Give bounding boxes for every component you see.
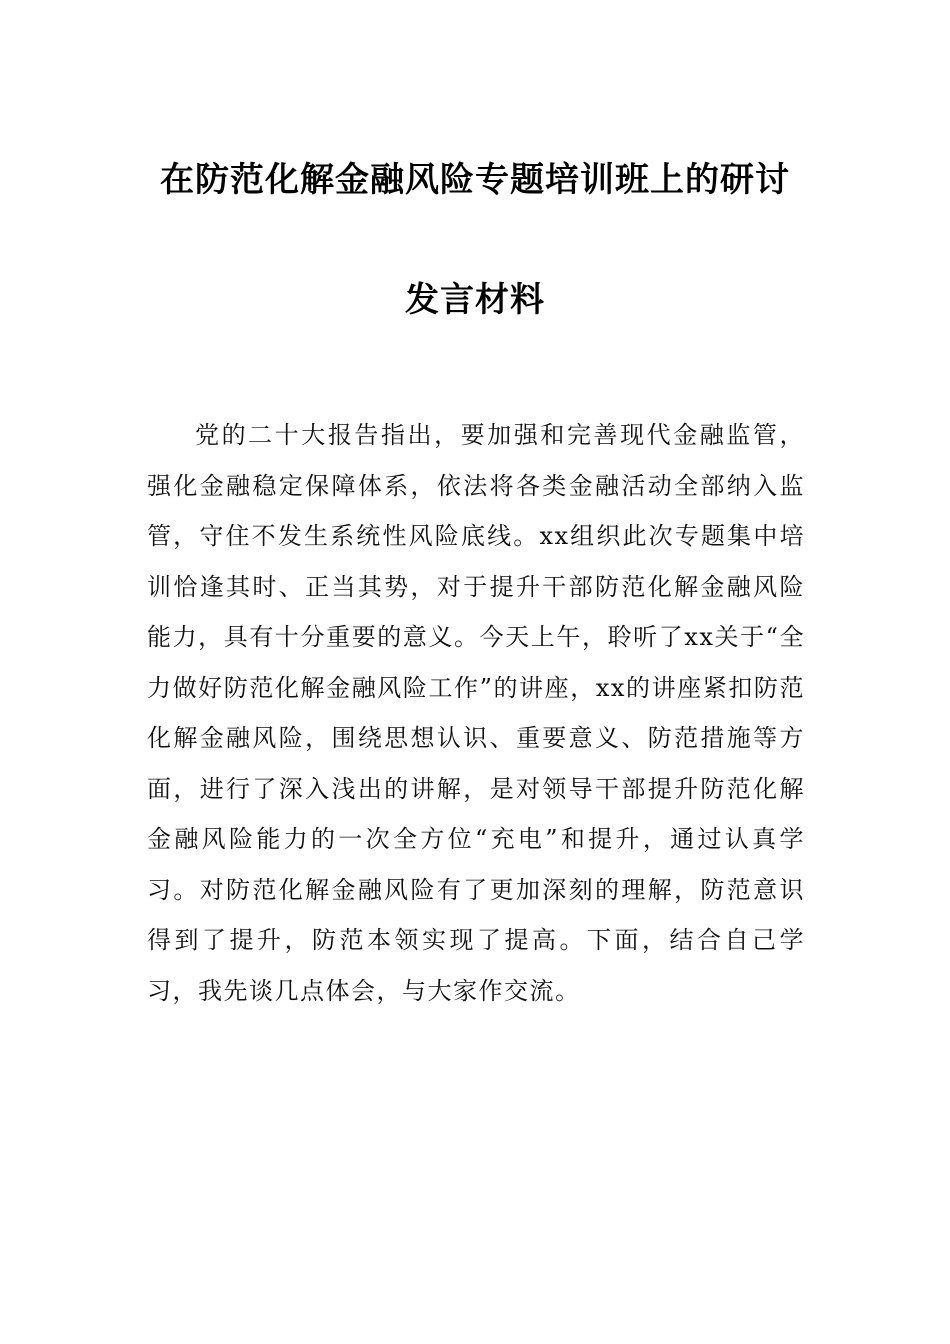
document-title-line-2: 发言材料 — [405, 280, 545, 320]
document-title-line-1: 在防范化解金融风险专题培训班上的研讨 — [160, 160, 790, 200]
body-paragraph: 党的二十大报告指出，要加强和完善现代金融监管，强化金融稳定保障体系，依法将各类金融活动全部纳入监管，守住不发生系统性风险底线。xx组织此次专题集中培训恰逢其时、正当其势，对于提升干部防范化解金融风险能力，具有十分重要的意义。今天上午，聆听了xx关于“全力做好防范化解金融风险工作”的讲座，xx的讲座紧扣防范化解金融风险，围绕思想认识、重要意义、防范措施等方面，进行了深入浅出的讲解，是对领导干部提升防范化解金融风险能力的一次全方位“充电”和提升，通过认真学习。对防范化解金融风险有了更加深刻的理解，防范意识得到了提升，防范本领实现了提高。下面，结合自己学习，我先谈几点体会，与大家作交流。 — [147, 421, 805, 1005]
